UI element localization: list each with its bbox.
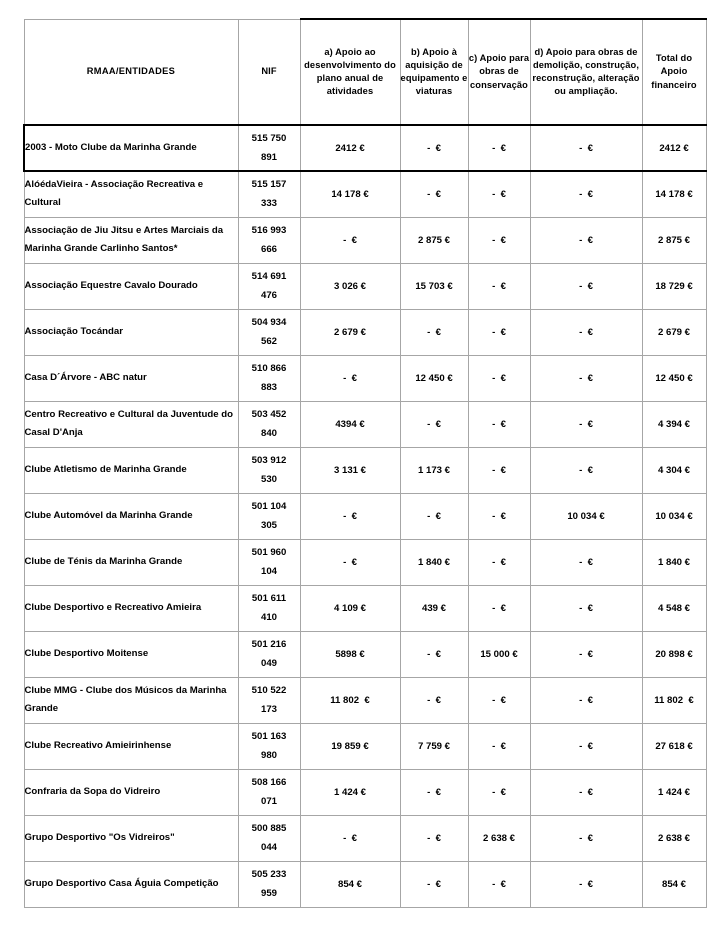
cell-entity-name: Centro Recreativo e Cultural da Juventude do Casal D'Anja [24, 401, 238, 447]
cell-support-a: - € [300, 493, 400, 539]
cell-support-c: - € [468, 585, 530, 631]
cell-entity-name: Clube Recreativo Amieirinhense [24, 723, 238, 769]
cell-support-a: - € [300, 217, 400, 263]
cell-total: 1 424 € [642, 769, 706, 815]
cell-support-a: 3 026 € [300, 263, 400, 309]
cell-support-d: - € [530, 861, 642, 907]
nif-line-2: 476 [260, 290, 277, 301]
cell-total: 10 034 € [642, 493, 706, 539]
cell-support-c: - € [468, 401, 530, 447]
column-header-nif: NIF [238, 19, 300, 125]
cell-support-b: - € [400, 677, 468, 723]
cell-total: 2 875 € [642, 217, 706, 263]
column-header-support-c: c) Apoio para obras de conservação [468, 19, 530, 125]
table-row [24, 585, 706, 631]
column-header-total: Total do Apoio financeiro [642, 19, 706, 125]
nif-line-1: 504 934 [251, 317, 287, 328]
table-row [24, 309, 706, 355]
cell-support-c: - € [468, 493, 530, 539]
cell-nif [238, 217, 300, 263]
cell-total: 4 304 € [642, 447, 706, 493]
table-row [24, 861, 706, 907]
cell-nif [238, 171, 300, 217]
cell-support-d: - € [530, 401, 642, 447]
table-row [24, 815, 706, 861]
cell-support-b: - € [400, 493, 468, 539]
cell-entity-name: 2003 - Moto Clube da Marinha Grande [24, 125, 238, 171]
nif-line-1: 510 522 [251, 685, 287, 696]
nif-line-1: 508 166 [251, 777, 287, 788]
cell-total: 20 898 € [642, 631, 706, 677]
cell-support-d: - € [530, 769, 642, 815]
table-row [24, 539, 706, 585]
cell-support-d: - € [530, 309, 642, 355]
cell-support-b: 1 840 € [400, 539, 468, 585]
cell-nif [238, 815, 300, 861]
nif-line-2: 104 [260, 566, 277, 577]
cell-nif [238, 309, 300, 355]
cell-support-b: - € [400, 171, 468, 217]
cell-total: 2 638 € [642, 815, 706, 861]
cell-nif [238, 355, 300, 401]
cell-support-b: 1 173 € [400, 447, 468, 493]
cell-support-a: 5898 € [300, 631, 400, 677]
cell-support-c: - € [468, 447, 530, 493]
header-row [24, 19, 706, 125]
cell-support-c: - € [468, 171, 530, 217]
cell-nif [238, 401, 300, 447]
cell-total: 12 450 € [642, 355, 706, 401]
nif-line-2: 883 [260, 382, 277, 393]
nif-line-1: 503 452 [251, 409, 287, 420]
cell-support-c: - € [468, 539, 530, 585]
cell-support-d: - € [530, 355, 642, 401]
cell-support-b: - € [400, 125, 468, 171]
cell-support-b: - € [400, 631, 468, 677]
cell-support-b: 7 759 € [400, 723, 468, 769]
cell-entity-name: Associação de Jiu Jitsu e Artes Marciais da Marinha Grande Carlinho Santos* [24, 217, 238, 263]
cell-support-d: - € [530, 815, 642, 861]
cell-entity-name: Clube Desportivo e Recreativo Amieira [24, 585, 238, 631]
nif-line-1: 516 993 [251, 225, 287, 236]
table-row [24, 493, 706, 539]
nif-line-1: 505 233 [251, 869, 287, 880]
cell-support-d: - € [530, 631, 642, 677]
cell-support-b: 15 703 € [400, 263, 468, 309]
financial-support-table [23, 18, 707, 908]
cell-nif [238, 539, 300, 585]
cell-total: 1 840 € [642, 539, 706, 585]
cell-nif [238, 585, 300, 631]
cell-support-c: - € [468, 677, 530, 723]
cell-support-b: - € [400, 769, 468, 815]
cell-support-b: - € [400, 309, 468, 355]
nif-line-2: 562 [260, 336, 277, 347]
nif-line-2: 305 [260, 520, 277, 531]
nif-line-2: 959 [260, 888, 277, 899]
table-row [24, 401, 706, 447]
table-row [24, 723, 706, 769]
cell-total: 11 802 € [642, 677, 706, 723]
cell-nif [238, 493, 300, 539]
nif-line-2: 530 [260, 474, 277, 485]
cell-support-a: 19 859 € [300, 723, 400, 769]
cell-nif [238, 447, 300, 493]
nif-line-2: 410 [260, 612, 277, 623]
nif-line-1: 503 912 [251, 455, 287, 466]
table-row [24, 217, 706, 263]
cell-support-b: - € [400, 815, 468, 861]
cell-support-c: - € [468, 309, 530, 355]
nif-line-2: 840 [260, 428, 277, 439]
cell-entity-name: Grupo Desportivo Casa Águia Competição [24, 861, 238, 907]
cell-support-d: - € [530, 539, 642, 585]
nif-line-1: 501 216 [251, 639, 287, 650]
cell-support-a: 11 802 € [300, 677, 400, 723]
nif-line-2: 980 [260, 750, 277, 761]
nif-line-2: 071 [260, 796, 277, 807]
cell-support-a: 4 109 € [300, 585, 400, 631]
nif-line-2: 044 [260, 842, 277, 853]
cell-support-b: - € [400, 861, 468, 907]
nif-line-1: 501 611 [251, 593, 287, 604]
cell-entity-name: Associação Tocándar [24, 309, 238, 355]
table-body [24, 125, 706, 907]
cell-support-a: 1 424 € [300, 769, 400, 815]
nif-line-1: 515 750 [251, 133, 287, 144]
cell-support-d: - € [530, 263, 642, 309]
cell-support-c: - € [468, 217, 530, 263]
cell-entity-name: Associação Equestre Cavalo Dourado [24, 263, 238, 309]
cell-support-d: - € [530, 677, 642, 723]
cell-support-b: 439 € [400, 585, 468, 631]
cell-support-c: - € [468, 355, 530, 401]
cell-entity-name: Clube de Ténis da Marinha Grande [24, 539, 238, 585]
cell-support-a: 854 € [300, 861, 400, 907]
cell-entity-name: Casa D´Árvore - ABC natur [24, 355, 238, 401]
cell-support-d: - € [530, 585, 642, 631]
column-header-support-d: d) Apoio para obras de demolição, construção, reconstrução, alteração ou ampliação. [530, 19, 642, 125]
column-header-support-b: b) Apoio à aquisição de equipamento e viaturas [400, 19, 468, 125]
cell-nif [238, 861, 300, 907]
table-row [24, 263, 706, 309]
cell-total: 27 618 € [642, 723, 706, 769]
nif-line-1: 515 157 [251, 179, 287, 191]
cell-support-a: 2412 € [300, 125, 400, 171]
cell-total: 4 394 € [642, 401, 706, 447]
cell-entity-name: Clube Atletismo de Marinha Grande [24, 447, 238, 493]
cell-entity-name: Clube Automóvel da Marinha Grande [24, 493, 238, 539]
cell-support-d: - € [530, 723, 642, 769]
cell-total: 854 € [642, 861, 706, 907]
cell-entity-name: Confraria da Sopa do Vidreiro [24, 769, 238, 815]
table-row [24, 769, 706, 815]
cell-support-a: 3 131 € [300, 447, 400, 493]
cell-nif [238, 677, 300, 723]
cell-nif [238, 125, 300, 171]
nif-line-2: 049 [260, 658, 277, 669]
cell-support-d: - € [530, 171, 642, 217]
cell-total: 2 679 € [642, 309, 706, 355]
cell-support-c: 15 000 € [468, 631, 530, 677]
cell-support-b: 12 450 € [400, 355, 468, 401]
cell-support-a: - € [300, 539, 400, 585]
cell-support-c: 2 638 € [468, 815, 530, 861]
cell-support-a: - € [300, 815, 400, 861]
column-header-entity: RMAA/ENTIDADES [24, 19, 238, 125]
table-row [24, 677, 706, 723]
cell-entity-name: Clube Desportivo Moitense [24, 631, 238, 677]
nif-line-2: 173 [260, 704, 277, 715]
table-row [24, 355, 706, 401]
cell-support-a: 14 178 € [300, 171, 400, 217]
column-header-support-a: a) Apoio ao desenvolvimento do plano anual de atividades [300, 19, 400, 125]
cell-nif [238, 723, 300, 769]
cell-support-d: - € [530, 447, 642, 493]
nif-line-2: 666 [260, 244, 277, 255]
cell-support-c: - € [468, 769, 530, 815]
cell-support-b: - € [400, 401, 468, 447]
cell-total: 4 548 € [642, 585, 706, 631]
cell-support-c: - € [468, 263, 530, 309]
cell-support-b: 2 875 € [400, 217, 468, 263]
cell-support-c: - € [468, 723, 530, 769]
cell-support-a: 4394 € [300, 401, 400, 447]
cell-nif [238, 769, 300, 815]
cell-support-a: 2 679 € [300, 309, 400, 355]
table-row [24, 447, 706, 493]
cell-support-d: - € [530, 217, 642, 263]
nif-line-1: 500 885 [251, 823, 287, 834]
cell-entity-name: AlóédaVieira - Associação Recreativa e Cultural [24, 171, 238, 217]
cell-total: 2412 € [642, 125, 706, 171]
table-row [24, 631, 706, 677]
nif-line-1: 510 866 [251, 363, 287, 374]
table-row [24, 171, 706, 217]
cell-entity-name: Grupo Desportivo "Os Vidreiros" [24, 815, 238, 861]
cell-total: 18 729 € [642, 263, 706, 309]
cell-support-c: - € [468, 861, 530, 907]
cell-entity-name: Clube MMG - Clube dos Músicos da Marinha Grande [24, 677, 238, 723]
nif-line-1: 501 104 [251, 501, 287, 512]
table-header [24, 19, 706, 125]
cell-support-c: - € [468, 125, 530, 171]
cell-support-d: 10 034 € [530, 493, 642, 539]
nif-line-2: 891 [260, 152, 277, 163]
nif-line-1: 514 691 [251, 271, 287, 282]
nif-line-1: 501 163 [251, 731, 287, 742]
cell-total: 14 178 € [642, 171, 706, 217]
cell-support-a: - € [300, 355, 400, 401]
cell-support-d: - € [530, 125, 642, 171]
nif-line-1: 501 960 [251, 547, 287, 558]
cell-nif [238, 263, 300, 309]
cell-nif [238, 631, 300, 677]
table-row [24, 125, 706, 171]
nif-line-2: 333 [260, 198, 277, 210]
